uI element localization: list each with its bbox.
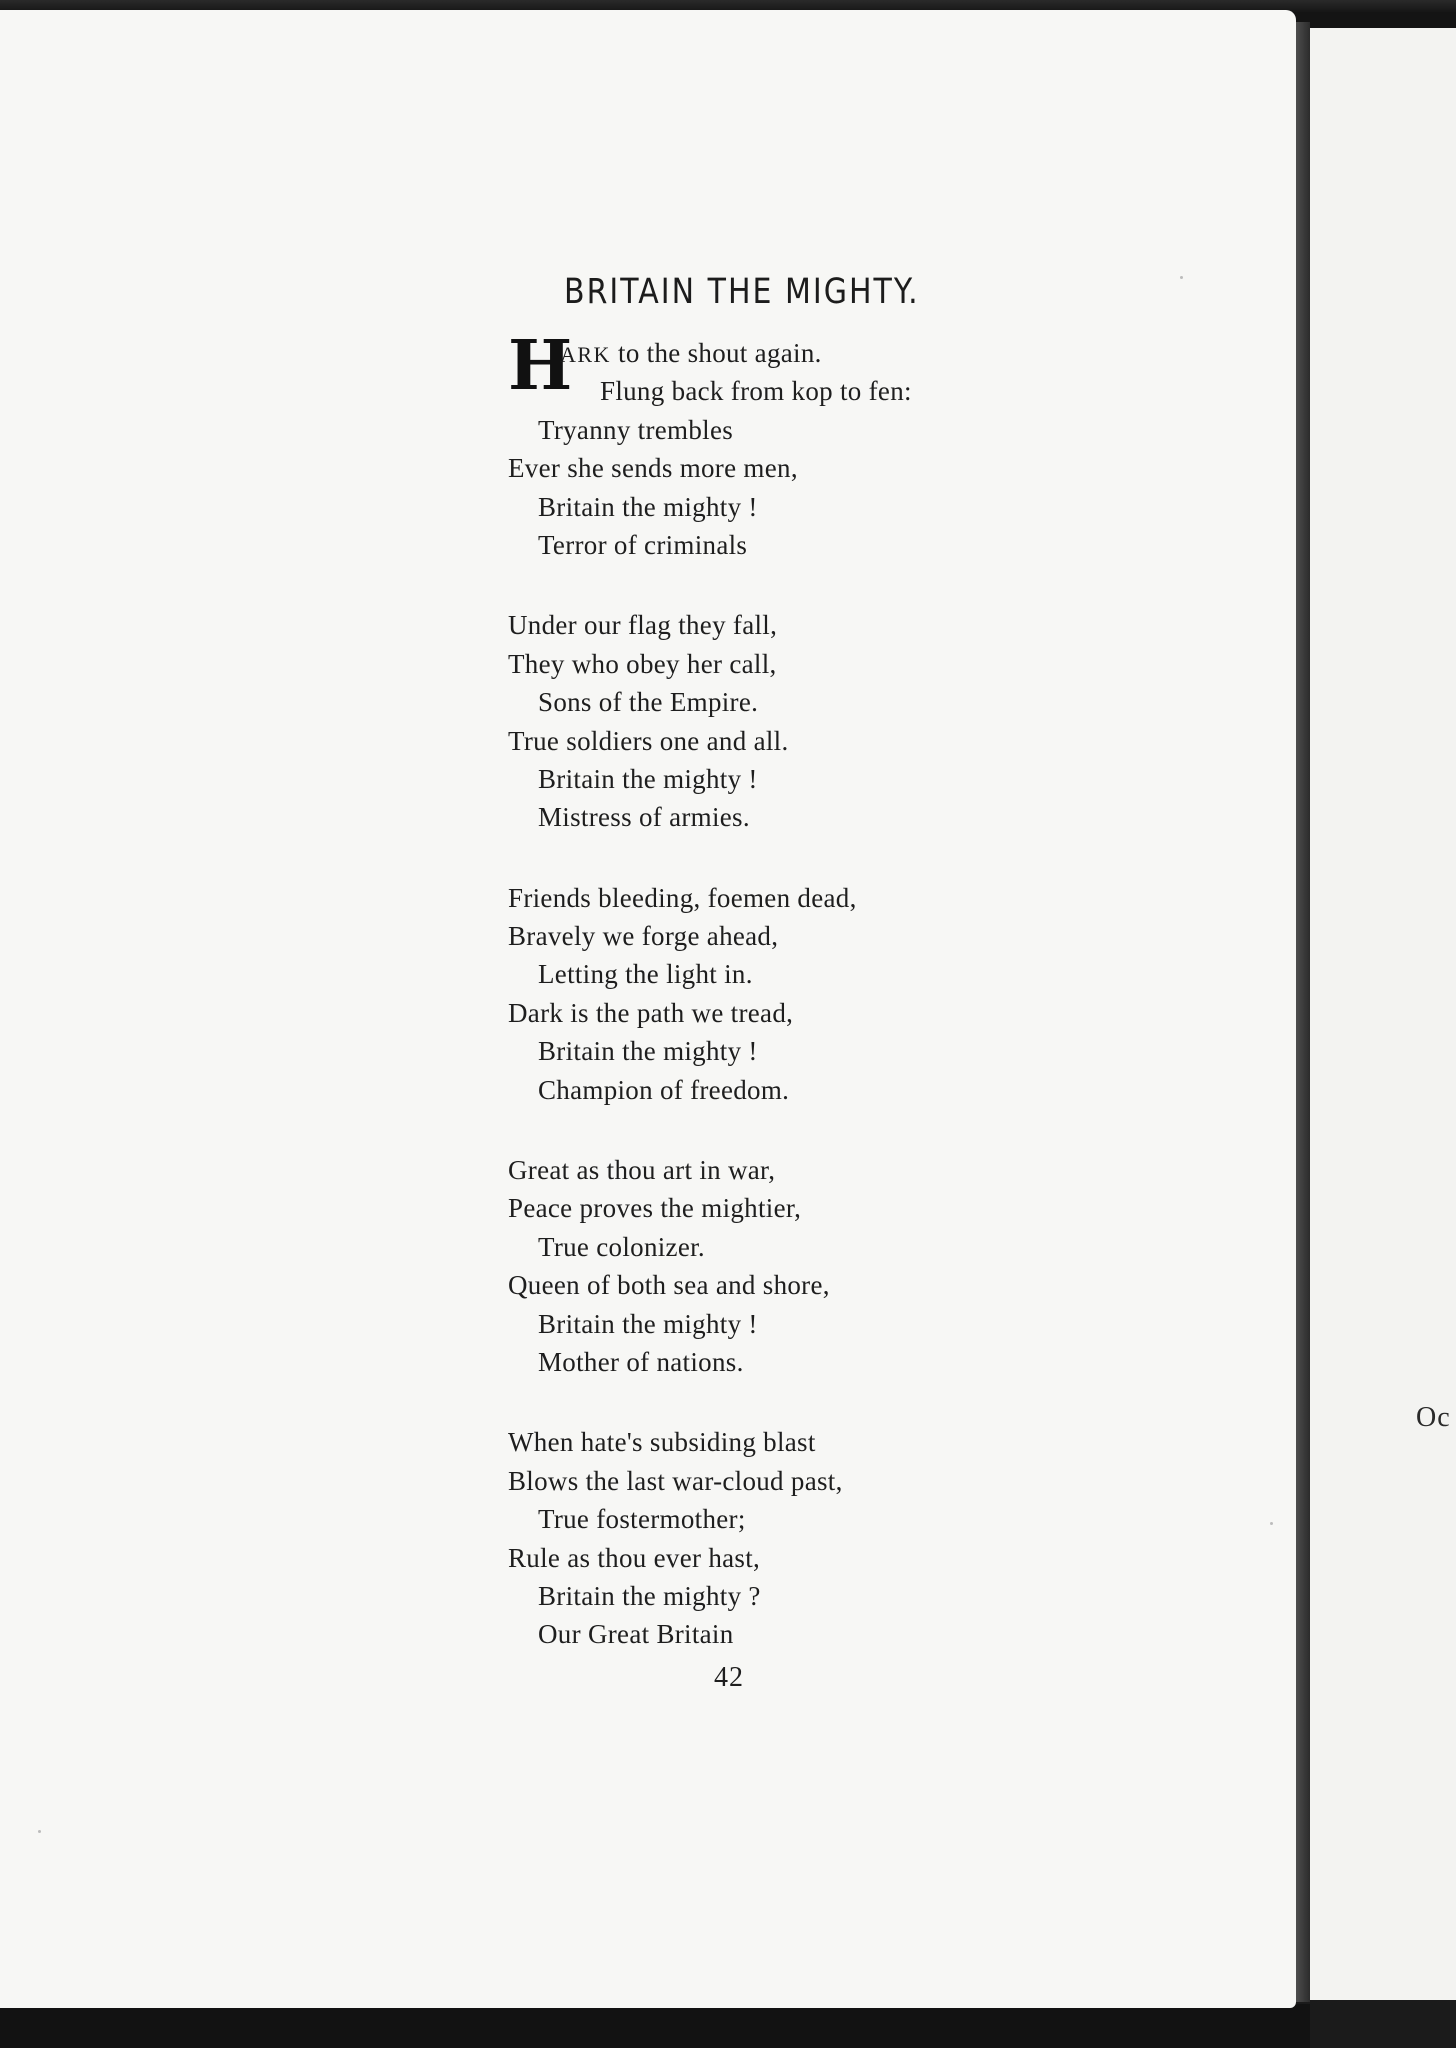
facing-page-text-fragment: Oc [1416, 1402, 1451, 1433]
paper-speck [38, 1830, 41, 1833]
poem-line: Rule as thou ever hast, [508, 1542, 761, 1573]
drop-cap-continuation: ARK [560, 342, 611, 367]
poem-line: Queen of both sea and shore, [508, 1270, 830, 1301]
poem-line: True colonizer. [538, 1231, 705, 1262]
stanza [508, 1423, 1068, 1653]
poem-line: Tryanny trembles [538, 414, 734, 445]
poem-line: They who obey her call, [508, 648, 777, 679]
stanza-gap [508, 1109, 1068, 1151]
poem-line: True soldiers one and all. [508, 725, 789, 756]
poem-line: Britain the mighty ! [538, 1308, 758, 1339]
paper-speck [1180, 276, 1183, 279]
poem-line: True fostermother; [538, 1504, 746, 1535]
bottom-scan-edge [0, 2004, 1310, 2048]
poem-line: Blows the last war-cloud past, [508, 1465, 843, 1496]
poem-line: Mother of nations. [538, 1346, 744, 1377]
stanza [508, 606, 1068, 836]
poem-line: Friends bleeding, foemen dead, [508, 882, 857, 913]
stanza-gap [508, 564, 1068, 606]
stanza-gap [508, 837, 1068, 879]
poem-line: Britain the mighty ? [538, 1580, 761, 1611]
poem-line: Sons of the Empire. [538, 687, 759, 718]
poem-line [508, 334, 1068, 372]
poem-line: Peace proves the mightier, [508, 1193, 802, 1224]
page-number: 42 [714, 1662, 744, 1693]
poem-line: Mistress of armies. [538, 802, 750, 833]
poem-line: Great as thou art in war, [508, 1155, 776, 1186]
poem-body [508, 334, 1068, 1654]
facing-page [1310, 28, 1456, 2000]
poem-line: Britain the mighty ! [538, 763, 758, 794]
stanza [508, 879, 1068, 1109]
paper-speck [1270, 1522, 1273, 1525]
poem-line: Britain the mighty ! [538, 1036, 758, 1067]
poem-line: Ever she sends more men, [508, 453, 798, 484]
facing-page-bottom-edge [1296, 2000, 1456, 2048]
stanza-gap [508, 1381, 1068, 1423]
poem-line: Britain the mighty ! [538, 491, 758, 522]
poem-line: Champion of freedom. [538, 1074, 790, 1105]
poem-line: Bravely we forge ahead, [508, 921, 779, 952]
poem-line: When hate's subsiding blast [508, 1427, 816, 1458]
drop-cap-letter: H [508, 326, 573, 406]
stanza [508, 1151, 1068, 1381]
stanza [508, 334, 1068, 564]
poem-line: Terror of criminals [538, 529, 748, 560]
poem-line-text: to the shout again. [618, 338, 822, 368]
poem-line: Our Great Britain [538, 1619, 734, 1650]
poem-title: BRITAIN THE MIGHTY. [564, 272, 920, 313]
poem-line: Dark is the path we tread, [508, 997, 794, 1028]
poem-line: Flung back from kop to fen: [600, 376, 912, 407]
poem-line: Under our flag they fall, [508, 610, 778, 641]
poem-line: Letting the light in. [538, 959, 753, 990]
